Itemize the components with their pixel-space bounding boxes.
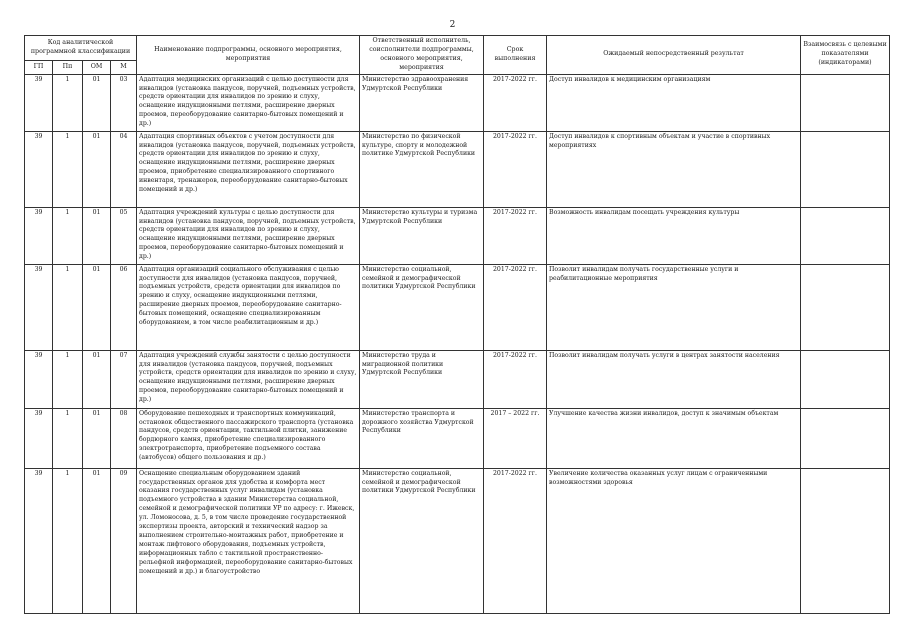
cell-term: 2017-2022 гг. (484, 74, 547, 131)
cell-om: 01 (83, 131, 111, 207)
cell-m: 06 (111, 264, 137, 350)
cell-om: 01 (83, 350, 111, 408)
cell-gp: 39 (25, 74, 53, 131)
cell-name: Оборудование пешеходных и транспортных коммуникаций, остановок общественного пассажирского транспорта (установка пандусов, средств ориентации, тактильной плитки, занижение бордюрного камня, приобретение специализированного электротранспорта, приобретение подъемного состава (автобусов) общего пользования и др.) (137, 408, 360, 468)
header-classification: Код аналитической программной классификации (25, 36, 137, 61)
activities-table (24, 35, 890, 614)
table-row (25, 131, 890, 207)
cell-relation (801, 264, 890, 350)
cell-pp: 1 (53, 131, 83, 207)
cell-gp: 39 (25, 350, 53, 408)
cell-relation (801, 408, 890, 468)
cell-om: 01 (83, 264, 111, 350)
header-result: Ожидаемый непосредственный результат (547, 36, 801, 75)
cell-gp: 39 (25, 207, 53, 264)
page-number: 2 (449, 20, 456, 30)
cell-result: Улучшение качества жизни инвалидов, доступ к значимым объектам (547, 408, 801, 468)
table-row (25, 207, 890, 264)
table-row (25, 468, 890, 613)
cell-pp: 1 (53, 350, 83, 408)
header-relation: Взаимосвязь с целевыми показателями (индикаторами) (801, 36, 890, 75)
cell-executor: Министерство культуры и туризма Удмуртской Республики (360, 207, 484, 264)
cell-term: 2017-2022 гг. (484, 131, 547, 207)
cell-om: 01 (83, 207, 111, 264)
cell-executor: Министерство по физической культуре, спорту и молодежной политике Удмуртской Республики (360, 131, 484, 207)
cell-m: 05 (111, 207, 137, 264)
cell-om: 01 (83, 468, 111, 613)
header-code-om: ОМ (83, 60, 111, 74)
cell-relation (801, 468, 890, 613)
cell-gp: 39 (25, 468, 53, 613)
cell-relation (801, 207, 890, 264)
cell-result: Позволит инвалидам получать услуги в центрах занятости населения (547, 350, 801, 408)
cell-om: 01 (83, 408, 111, 468)
cell-pp: 1 (53, 207, 83, 264)
header-code-m: М (111, 60, 137, 74)
cell-term: 2017-2022 гг. (484, 264, 547, 350)
cell-gp: 39 (25, 264, 53, 350)
cell-pp: 1 (53, 264, 83, 350)
cell-executor: Министерство транспорта и дорожного хозяйства Удмуртской Республики (360, 408, 484, 468)
cell-name: Адаптация учреждений службы занятости с целью доступности для инвалидов (установка пандусов, поручней, подъемных устройств, средств ориентации для инвалидов по зрению и слуху, оснащение индукционными петлями, расширение дверных проемов, переоборудование санитарно-бытовых помещений и др.) (137, 350, 360, 408)
header-term: Срок выполнения (484, 36, 547, 75)
cell-executor: Министерство социальной, семейной и демографической политики Удмуртской Республики (360, 264, 484, 350)
cell-gp: 39 (25, 408, 53, 468)
table-row (25, 74, 890, 131)
cell-result: Позволит инвалидам получать государственные услуги и реабилитационные мероприятия (547, 264, 801, 350)
cell-name: Адаптация медицинских организаций с целью доступности для инвалидов (установка пандусов, поручней, подъемных устройств, средств ориентации для инвалидов по зрению и слуху, оснащение индукционными петлями, расширение дверных проемов, переоборудование санитарно-бытовых помещений и др.) (137, 74, 360, 131)
cell-term: 2017-2022 гг. (484, 207, 547, 264)
cell-result: Доступ инвалидов к медицинским организациям (547, 74, 801, 131)
cell-m: 09 (111, 468, 137, 613)
cell-om: 01 (83, 74, 111, 131)
cell-relation (801, 350, 890, 408)
cell-pp: 1 (53, 74, 83, 131)
cell-name: Оснащение специальным оборудованием зданий государственных органов для удобства и комфорта мест оказания государственных услуг инвалидам (установка подъемного устройства в здании Министерства социальной, семейной и демографической политики УР по адресу: г. Ижевск, ул. Ломоносова, д. 5, в том числе проведение государственной экспертизы проекта, авторский и технический надзор за выполнением строительно-монтажных работ, приобретение и монтаж лифтового оборудования, подъемных устройств, информационных табло с тактильной пространственно-рельефной информацией, переоборудование санитарно-бытовых помещений и др.) и благоустройство (137, 468, 360, 613)
cell-term: 2017 – 2022 гг. (484, 408, 547, 468)
cell-gp: 39 (25, 131, 53, 207)
cell-pp: 1 (53, 408, 83, 468)
cell-name: Адаптация организаций социального обслуживания с целью доступности для инвалидов (установка пандусов, поручней, подъемных устройств, средств ориентации для инвалидов по зрению и слуху, оснащение индукционными петлями, расширение дверных проемов, переоборудование санитарно-бытовых помещений, оснащение специализированным оборудованием, в том числе реабилитационным и др.) (137, 264, 360, 350)
cell-m: 03 (111, 74, 137, 131)
cell-m: 07 (111, 350, 137, 408)
cell-name: Адаптация учреждений культуры с целью доступности для инвалидов (установка пандусов, поручней, подъемных устройств, средств ориентации для инвалидов по зрению и слуху, оснащение индукционными петлями, расширение дверных проемов, переоборудование санитарно-бытовых помещений и др.) (137, 207, 360, 264)
header-code-pp: Пп (53, 60, 83, 74)
cell-m: 04 (111, 131, 137, 207)
cell-result: Увеличение количества оказанных услуг лицам с ограниченными возможностями здоровья (547, 468, 801, 613)
cell-executor: Министерство социальной, семейной и демографической политики Удмуртской Республики (360, 468, 484, 613)
cell-name: Адаптация спортивных объектов с учетом доступности для инвалидов (установка пандусов, поручней, подъемных устройств, средств ориентации для инвалидов по зрению и слуху, оснащение индукционными петлями, расширение дверных проемов, приобретение специализированного спортивного инвентаря, тренажеров, переоборудование санитарно-бытовых помещений и др.) (137, 131, 360, 207)
cell-m: 08 (111, 408, 137, 468)
header-name: Наименование подпрограммы, основного мероприятия, мероприятия (137, 36, 360, 75)
cell-term: 2017-2022 гг. (484, 468, 547, 613)
cell-result: Возможность инвалидам посещать учреждения культуры (547, 207, 801, 264)
cell-pp: 1 (53, 468, 83, 613)
header-code-gp: ГП (25, 60, 53, 74)
header-executor: Ответственный исполнитель, соисполнители подпрограммы, основного мероприятия, мероприятия (360, 36, 484, 75)
table-row (25, 264, 890, 350)
cell-executor: Министерство здравоохранения Удмуртской Республики (360, 74, 484, 131)
cell-executor: Министерство труда и миграционной политики Удмуртской Республики (360, 350, 484, 408)
cell-relation (801, 74, 890, 131)
table-row (25, 350, 890, 408)
table-row (25, 408, 890, 468)
cell-term: 2017-2022 гг. (484, 350, 547, 408)
cell-result: Доступ инвалидов к спортивным объектам и участие в спортивных мероприятиях (547, 131, 801, 207)
cell-relation (801, 131, 890, 207)
